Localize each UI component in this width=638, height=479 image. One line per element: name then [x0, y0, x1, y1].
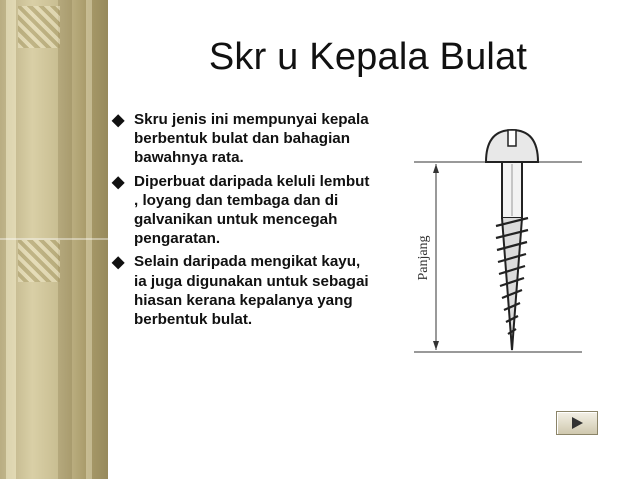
bullet-diamond-icon: ◆	[112, 173, 125, 191]
bullet-item	[110, 110, 370, 168]
bullet-text: Skru jenis ini mempunyai kepala berbentuk bulat dan bahagian bawahnya rata.	[134, 111, 369, 167]
dimension-label: Panjang	[416, 235, 431, 281]
bullet-diamond-icon: ◆	[112, 254, 125, 272]
bullet-item	[110, 252, 370, 329]
bullet-text: Diperbuat daripada keluli lembut , loyang dan tembaga dan di galvanikan untuk mencegah pengaratan.	[134, 172, 370, 248]
bullet-list	[110, 110, 370, 333]
decorative-sidebar	[0, 0, 108, 479]
next-slide-button[interactable]	[556, 411, 598, 435]
bullet-text: Selain daripada mengikat kayu, ia juga digunakan untuk sebagai hiasan kerana kepalanya yang berbentuk bulat.	[134, 253, 369, 329]
play-next-icon	[572, 417, 583, 429]
bullet-item	[110, 172, 370, 249]
round-head-screw-illustration	[412, 118, 592, 366]
screw-diagram	[412, 118, 592, 366]
bullet-diamond-icon: ◆	[112, 112, 125, 129]
slide-title: Skr u Kepala Bulat	[208, 36, 528, 78]
